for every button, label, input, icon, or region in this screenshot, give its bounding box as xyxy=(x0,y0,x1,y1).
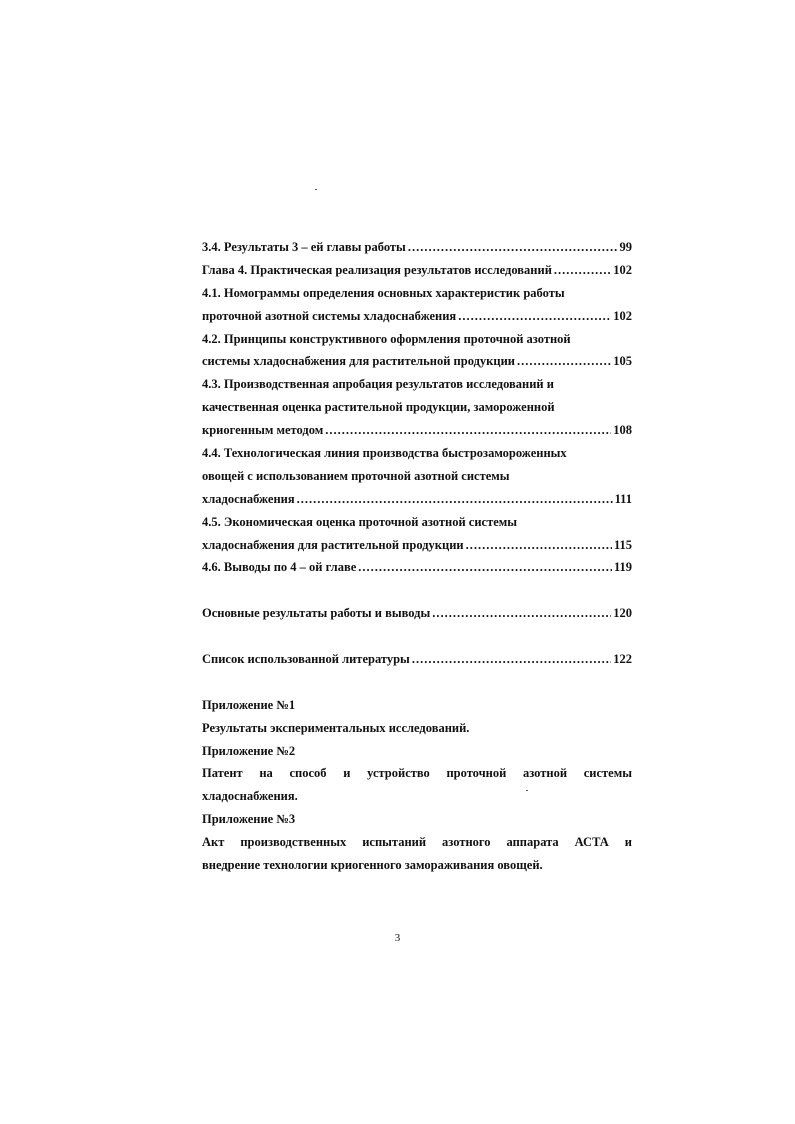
toc-page-number: 99 xyxy=(619,240,632,254)
toc-entry[interactable]: Глава 4. Практическая реализация результатов исследований ..... 102 xyxy=(202,259,632,282)
toc-entry[interactable]: криогенным методом ..... 108 xyxy=(202,419,632,442)
toc-entry[interactable]: хладоснабжения для растительной продукции ..... 115 xyxy=(202,534,632,557)
toc-entry[interactable]: хладоснабжения ..... 111 xyxy=(202,488,632,511)
leader-dots xyxy=(325,419,611,442)
toc-entry[interactable]: 4.4. Технологическая линия производства быстрозамороженных xyxy=(202,446,567,461)
toc-entry[interactable]: овощей с использованием проточной азотной системы xyxy=(202,468,510,483)
toc-page-number: 102 xyxy=(613,308,632,323)
leader-dots xyxy=(408,236,618,259)
spacer xyxy=(202,579,632,602)
toc-entry[interactable]: 4.1. Номограммы определения основных характеристик работы xyxy=(202,285,565,300)
leader-dots xyxy=(517,350,611,373)
leader-dots xyxy=(458,305,611,328)
toc-page-number: 115 xyxy=(613,537,632,552)
leader-dots xyxy=(297,488,613,511)
toc-entry[interactable]: 3.4. Результаты 3 – ей главы работы ..... 99 xyxy=(202,236,632,259)
toc-entry[interactable]: 4.5. Экономическая оценка проточной азотной системы xyxy=(202,514,518,529)
appendix-description: хладоснабжения. xyxy=(202,789,298,804)
toc-page-number: 102 xyxy=(613,262,632,277)
spacer xyxy=(202,671,632,694)
leader-dots xyxy=(466,534,612,557)
toc-page-number: 108 xyxy=(613,423,632,438)
toc-entry[interactable]: 4.6. Выводы по 4 – ой главе ..... 119 xyxy=(202,556,632,579)
appendix-description: Результаты экспериментальных исследований. xyxy=(202,720,470,735)
toc-page-number: 105 xyxy=(613,354,632,369)
toc-entry[interactable]: 4.2. Принципы конструктивного оформления проточной азотной xyxy=(202,331,571,346)
toc-page-number: 120 xyxy=(613,606,632,621)
toc-page-number: 111 xyxy=(614,491,632,506)
toc-entry-references[interactable]: Список использованной литературы ..... 122 xyxy=(202,648,632,671)
leader-dots xyxy=(412,648,611,671)
spacer xyxy=(202,625,632,648)
leader-dots xyxy=(554,259,611,282)
appendix-title[interactable]: Приложение №2 xyxy=(202,743,296,758)
leader-dots xyxy=(432,602,611,625)
appendix-title[interactable]: Приложение №3 xyxy=(202,812,296,827)
appendix-title[interactable]: Приложение №1 xyxy=(202,697,296,712)
scan-speck xyxy=(315,189,317,190)
appendix-description: внедрение технологии криогенного замораживания овощей. xyxy=(202,858,543,873)
toc-page-number: 122 xyxy=(613,652,632,667)
table-of-contents xyxy=(202,236,632,877)
toc-entry[interactable]: проточной азотной системы хладоснабжения ..... 102 xyxy=(202,305,632,328)
page-number: 3 xyxy=(394,932,401,944)
toc-entry[interactable]: качественная оценка растительной продукции, замороженной xyxy=(202,400,555,415)
toc-entry[interactable]: системы хладоснабжения для растительной продукции ..... 105 xyxy=(202,350,632,373)
toc-entry-conclusions[interactable]: Основные результаты работы и выводы ..... 120 xyxy=(202,602,632,625)
toc-page-number: 119 xyxy=(613,560,632,575)
appendix-description: Патент на способ и устройство проточной азотной системы xyxy=(202,766,632,781)
toc-entry[interactable]: 4.3. Производственная апробация результатов исследований и xyxy=(202,377,554,392)
appendix-description: Акт производственных испытаний азотного аппарата АСТА и xyxy=(202,835,632,850)
leader-dots xyxy=(358,556,612,579)
